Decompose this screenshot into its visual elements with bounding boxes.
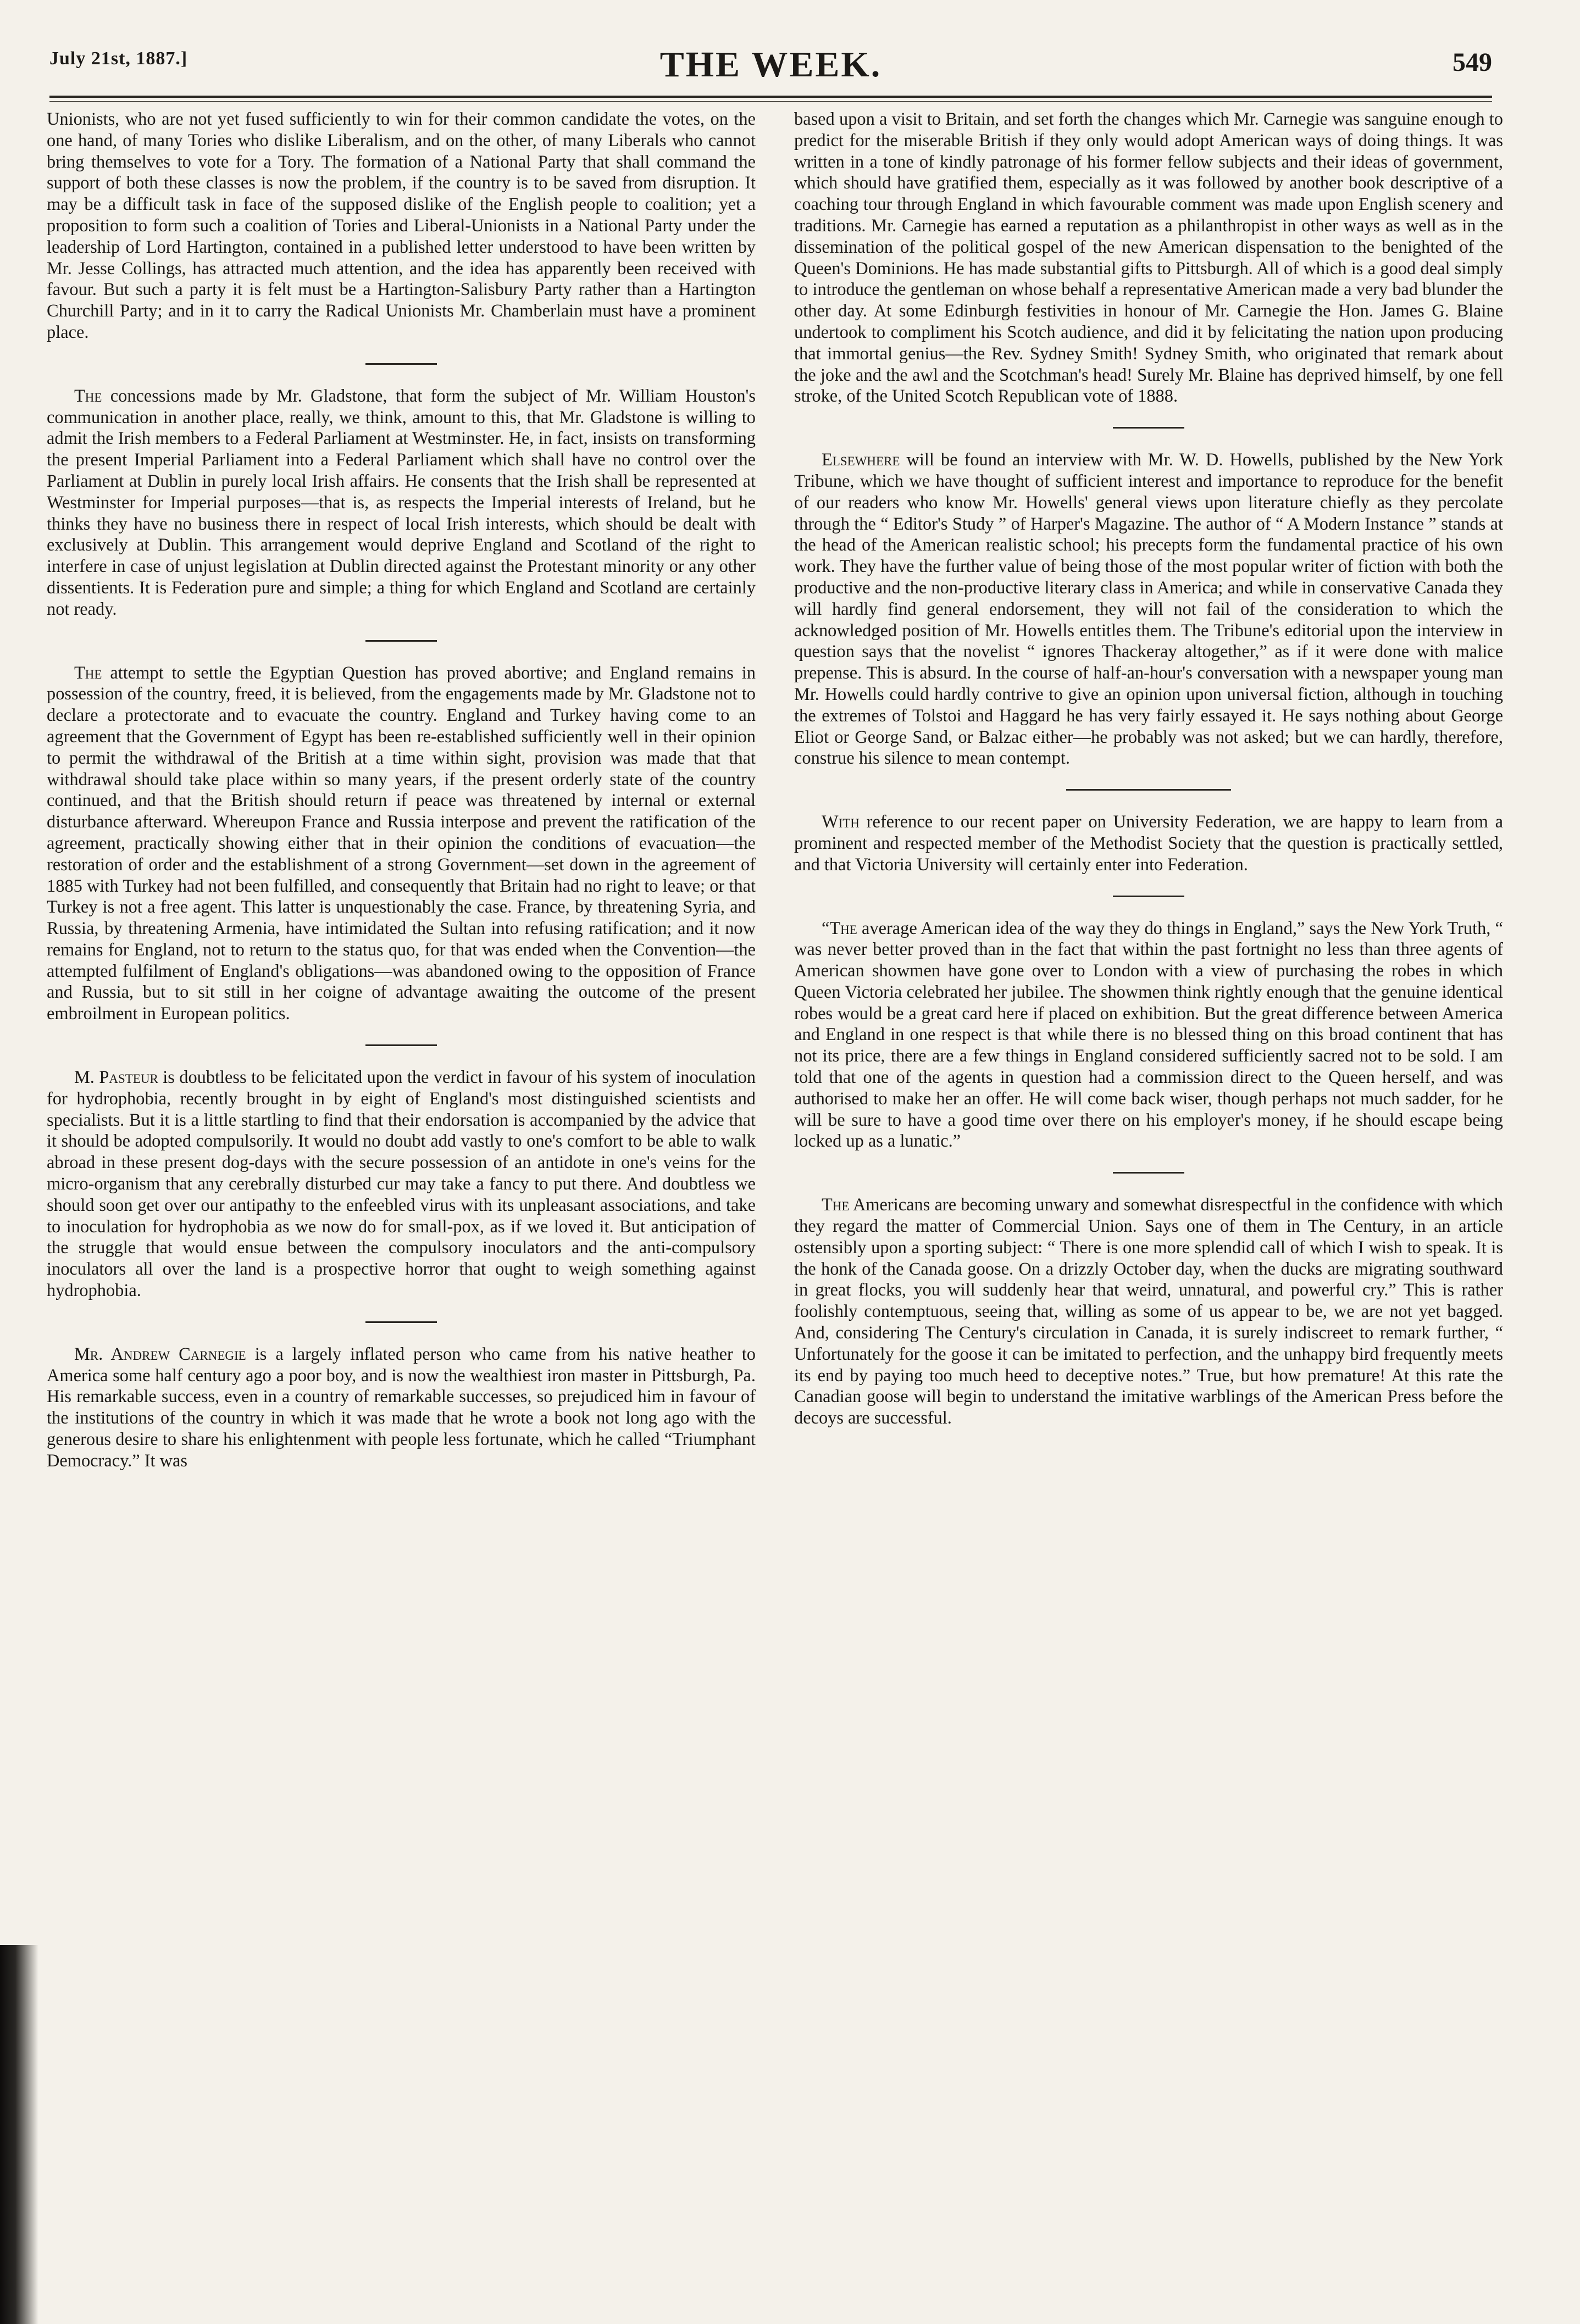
left-column bbox=[47, 109, 756, 1472]
section-divider bbox=[1113, 427, 1184, 429]
section-divider bbox=[365, 1321, 437, 1323]
article-paragraph: M. Pasteur is doubtless to be felicitated upon the verdict in favour of his system of inoculation for hydrophobia, recently brought in by eight of England's most distinguished scientists and specialists. But it is a little startling to find that their endorsation is accompanied by the advice that it should be adopted compulsorily. It would no doubt add vastly to one's comfort to be able to walk abroad in these present dog-days with the secure possession of an antidote in one's veins for the micro-organism that any cerebrally disturbed cur may take a fancy to put there. And doubtless we should soon get over our antipathy to the enfeebled virus with its unpleasant associations, and take to inoculation for hydrophobia as we now do for small-pox, as if we loved it. But anticipation of the struggle that would ensue between the compulsory inoculators and the anti-compulsory inoculators all over the land is a prospective horror that ought to weigh something against hydrophobia. bbox=[47, 1068, 756, 1301]
lead-words: The bbox=[74, 663, 102, 683]
lead-words: With bbox=[822, 812, 860, 832]
article-paragraph: Unionists, who are not yet fused sufficiently to win for their common candidate the votes, on the one hand, of many Tories who dislike Liberalism, and on the other, of many Liberals who cannot bring themselves to vote for a Tory. The formation of a National Party that shall command the support of both these classes is now the problem, if the country is to be saved from disruption. It may be a difficult task in face of the supposed dislike of the English people to coalition; yet a proposition to form such a coalition of Tories and Liberal-Unionists in a National Party under the leadership of Lord Hartington, contained in a published letter understood to have been written by Mr. Jesse Collings, has attracted much attention, and the idea has apparently been received with favour. But such a party it is felt must be a Hartington-Salisbury Party rather than a Hartington Churchill Party; and in it to carry the Radical Unionists Mr. Chamberlain must have a prominent place. bbox=[47, 109, 756, 342]
section-divider bbox=[365, 363, 437, 365]
article-paragraph: The Americans are becoming unwary and somewhat disrespectful in the confidence with which they regard the matter of Commercial Union. Says one of them in The Century, in an article ostensibly upon a sporting subject: “ There is one more splendid call of which I wish to speak. It is the honk of the Canada goose. On a drizzly October day, when the ducks are migrating southward in great flocks, you will suddenly hear that weird, unnatural, and powerful cry.” This is rather foolishly contemptuous, seeing that, willing as some of us appear to be, we are not yet bagged. And, considering The Century's circulation in Canada, it is surely indiscreet to remark further, “ Unfortunately for the goose it can be imitated to perfection, and the unhappy bird frequently meets its end by paying too much heed to deceptive notes.” True, but how premature! At this rate the Canadian goose will begin to understand the imitative warblings of the American Press before the decoys are successful. bbox=[794, 1195, 1503, 1428]
section-divider bbox=[365, 640, 437, 642]
publication-title: THE WEEK. bbox=[659, 45, 882, 85]
header-rule bbox=[49, 96, 1492, 98]
lead-words: Elsewhere bbox=[822, 450, 900, 470]
header-rule-thin bbox=[49, 101, 1492, 102]
page-edge-shadow bbox=[0, 1945, 38, 2324]
lead-words: Mr. Andrew Carnegie bbox=[74, 1344, 246, 1364]
article-paragraph: Elsewhere will be found an interview with Mr. W. D. Howells, published by the New York Tribune, which we have thought of sufficient interest and importance to reproduce for the benefit of our readers who know Mr. Howells' general views upon literature chiefly as they percolate through the “ Editor's Study ” of Harper's Magazine. The author of “ A Modern Instance ” stands at the head of the American realistic school; his precepts form the fundamental practice of his own work. They have the further value of being those of the most popular writer of fiction with both the productive and the non-productive literary class in America; and while in conservative Canada they will hardly find general endorsement, they will not fail of the consideration to which the acknowledged position of Mr. Howells entitles them. The Tribune's editorial upon the interview in question says that the novelist “ ignores Thackeray altogether,” as if it were done with malice prepense. This is absurd. In the course of half-an-hour's conversation with a newspaper young man Mr. Howells could hardly contrive to give an opinion upon universal fiction, although in touching the extremes of Tolstoi and Haggard he has very fairly essayed it. He says nothing about George Eliot or George Sand, or Balzac either—he probably was not asked; but we can hardly, therefore, construe his silence to mean contempt. bbox=[794, 450, 1503, 769]
lead-words: The bbox=[74, 386, 102, 406]
article-paragraph: Mr. Andrew Carnegie is a largely inflated person who came from his native heather to America some half century ago a poor boy, and is now the wealthiest iron master in Pittsburgh, Pa. His remarkable success, even in a country of remarkable successes, so prejudiced him in favour of the institutions of the country in which it was made that he wrote a book not long ago with the generous desire to share his enlightenment with people less fortunate, which he called “Triumphant Democracy.” It was bbox=[47, 1344, 756, 1471]
article-paragraph: With reference to our recent paper on University Federation, we are happy to learn from a prominent and respected member of the Methodist Society that the question is practically settled, and that Victoria University will certainly enter into Federation. bbox=[794, 812, 1503, 875]
masthead bbox=[49, 27, 1492, 93]
issue-date: July 21st, 1887.] bbox=[49, 48, 188, 69]
right-column bbox=[794, 109, 1503, 1429]
page-number: 549 bbox=[1453, 48, 1492, 77]
lead-words: The bbox=[822, 1195, 850, 1215]
article-paragraph: The concessions made by Mr. Gladstone, that form the subject of Mr. William Houston's communication in another place, really, we think, amount to this, that Mr. Gladstone is willing to admit the Irish members to a Federal Parliament at Westminster. He, in fact, insists on transforming the present Imperial Parliament into a Federal Parliament which shall have no control over the Parliament at Dublin in purely local Irish affairs. He consents that the Irish shall be represented at Westminster for Imperial purposes—that is, as respects the Imperial interests of Ireland, but he thinks they have no business there in respect of local Irish interests, which should be dealt with exclusively at Dublin. This arrangement would deprive England and Scotland of the right to interfere in case of unjust legislation at Dublin directed against the Protestant minority or any other dissentients. It is Federation pure and simple; a thing for which England and Scotland are certainly not ready. bbox=[47, 386, 756, 619]
article-paragraph: “The average American idea of the way they do things in England,” says the New York Truth, “ was never better proved than in the fact that within the past fortnight no less than three agents of American showmen have gone over to London with a view of purchasing the robes in which Queen Victoria celebrated her jubilee. The showmen think rightly enough that the genuine identical robes would be a great card here if placed on exhibition. But the great difference between America and England in one respect is that while there is no blessed thing on this broad continent that has not its price, there are a few things in England considered sufficiently sacred not to be sold. I am told that one of the agents in question had a commission direct to the Queen herself, and was authorised to make her an offer. He will come back wiser, though perhaps not much sadder, for he will be sure to have a good time over there on his employer's money, if he should escape being locked up as a lunatic.” bbox=[794, 918, 1503, 1152]
article-paragraph: The attempt to settle the Egyptian Question has proved abortive; and England remains in possession of the country, freed, it is believed, from the engagements made by Mr. Gladstone not to declare a protectorate and to evacuate the country. England and Turkey having come to an agreement that the Government of Egypt has been re-established sufficiently well in their opinion to permit the withdrawal of the British at a time within sight, provision was made that that withdrawal should take place within so many years, if the present orderly state of the country continued, and that the British should return if peace was threatened by internal or external disturbance afterward. Whereupon France and Russia interpose and prevent the ratification of the agreement, practically showing either that in their opinion the conditions of evacuation—the restoration of order and the establishment of a strong Government—set down in the agreement of 1885 with Turkey had not been fulfilled, and consequently that Britain had no right to leave; or that Turkey is not a free agent. This latter is unquestionably the case. France, by threatening Syria, and Russia, by threatening Armenia, have intimidated the Sultan into refusing ratification; and it now remains for England, not to return to the status quo, for that was ended when the Convention—the attempted fulfilment of England's obligations—was abandoned owing to the opposition of France and Russia, but to sit still in her coigne of advantage awaiting the outcome of the present embroilment in European politics. bbox=[47, 663, 756, 1024]
article-paragraph: based upon a visit to Britain, and set forth the changes which Mr. Carnegie was sanguine enough to predict for the miserable British if they only would adopt American ways of doing things. It was written in a tone of kindly patronage of his former fellow subjects and their ideas of government, which should have gratified them, especially as it was followed by another book descriptive of a coaching tour through England in which favourable comment was made upon English scenery and traditions. Mr. Carnegie has earned a reputation as a philanthropist in other ways as well as in the dissemination of the political gospel of the new American dispensation to the benighted of the Queen's Dominions. He has made substantial gifts to Pittsburgh. All of which is a good deal simply to introduce the gentleman on whose behalf a representative American made a very bad blunder the other day. At some Edinburgh festivities in honour of Mr. Carnegie the Hon. James G. Blaine undertook to compliment his Scotch audience, and did it by felicitating the nation upon producing that immortal genius—the Rev. Sydney Smith! Sydney Smith, who originated that remark about the joke and the awl and the Scotchman's head! Surely Mr. Blaine has deprived himself, by one fell stroke, of the United Scotch Republican vote of 1888. bbox=[794, 109, 1503, 407]
section-divider bbox=[1066, 789, 1231, 791]
lead-words: “The bbox=[822, 918, 857, 938]
lead-words: M. Pasteur bbox=[74, 1068, 158, 1088]
section-divider bbox=[365, 1044, 437, 1046]
section-divider bbox=[1113, 1172, 1184, 1174]
section-divider bbox=[1113, 896, 1184, 897]
